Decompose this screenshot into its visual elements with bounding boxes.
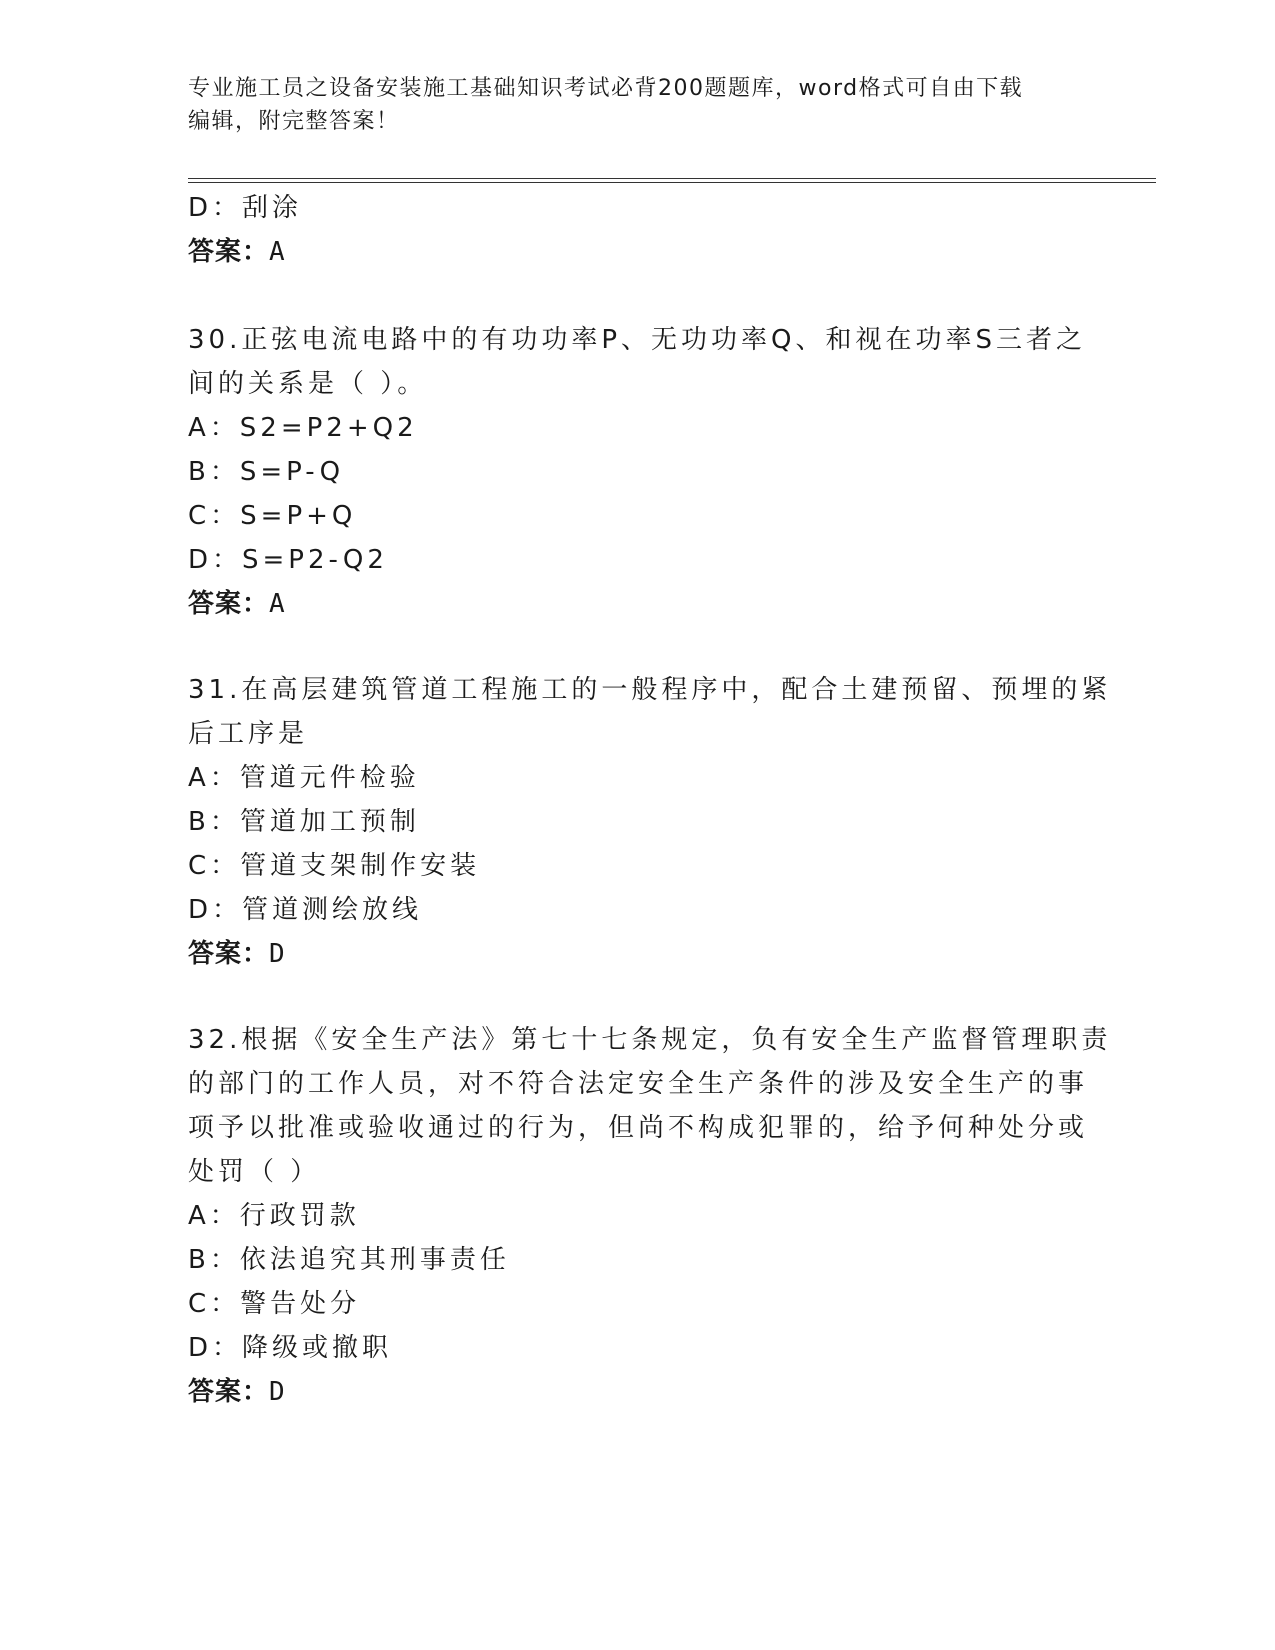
header-line-2: 编辑，附完整答案！ [188,109,400,134]
header-divider-bottom [188,182,1156,183]
q31-stem-line-1: 31.在高层建筑管道工程施工的一般程序中，配合土建预留、预埋的紧 [188,675,1112,705]
q32-option-b: B：依法追究其刑事责任 [188,1245,510,1275]
q31-option-d: D：管道测绘放线 [188,895,423,925]
q32-option-a: A：行政罚款 [188,1201,360,1231]
q32-option-c: C：警告处分 [188,1289,361,1319]
q30-stem-line-2: 间的关系是（ ）。 [188,369,428,399]
q31-answer [188,936,286,972]
q31-answer-label: 答案： [188,939,270,969]
q30-option-a: A：S2=P2+Q2 [188,413,418,443]
q32-stem-line-1: 32.根据《安全生产法》第七十七条规定，负有安全生产监督管理职责 [188,1025,1112,1055]
q32-stem-line-4: 处罚（ ） [188,1157,321,1187]
q32-answer [188,1374,286,1410]
q29-answer-label: 答案： [188,237,270,267]
q32-answer-value: D [269,1377,286,1407]
q31-option-a: A：管道元件检验 [188,763,420,793]
header-line-1: 专业施工员之设备安装施工基础知识考试必背200题题库，word格式可自由下载 [188,76,1024,101]
q31-stem-line-2: 后工序是 [188,719,309,749]
q32-answer-label: 答案： [188,1377,270,1407]
q30-answer-label: 答案： [188,589,270,619]
q30-answer [188,586,286,622]
document-header [188,72,1088,138]
q31-option-b: B：管道加工预制 [188,807,420,837]
q32-stem-line-2: 的部门的工作人员，对不符合法定安全生产条件的涉及安全生产的事 [188,1069,1089,1099]
q30-answer-value: A [269,589,286,619]
q30-option-b: B：S=P-Q [188,457,345,487]
q31-option-c: C：管道支架制作安装 [188,851,481,881]
q30-option-c: C：S=P+Q [188,501,357,531]
q31-answer-value: D [269,939,286,969]
q29-option-d: D：刮涂 [188,193,303,223]
q29-answer-value: A [269,237,286,267]
q32-stem-line-3: 项予以批准或验收通过的行为，但尚不构成犯罪的，给予何种处分或 [188,1113,1089,1143]
q29-answer [188,234,286,270]
q30-stem-line-1: 30.正弦电流电路中的有功功率P、无功功率Q、和视在功率S三者之 [188,325,1086,355]
q30-option-d: D：S=P2-Q2 [188,545,388,575]
header-divider-top [188,178,1156,179]
q32-option-d: D：降级或撤职 [188,1333,393,1363]
